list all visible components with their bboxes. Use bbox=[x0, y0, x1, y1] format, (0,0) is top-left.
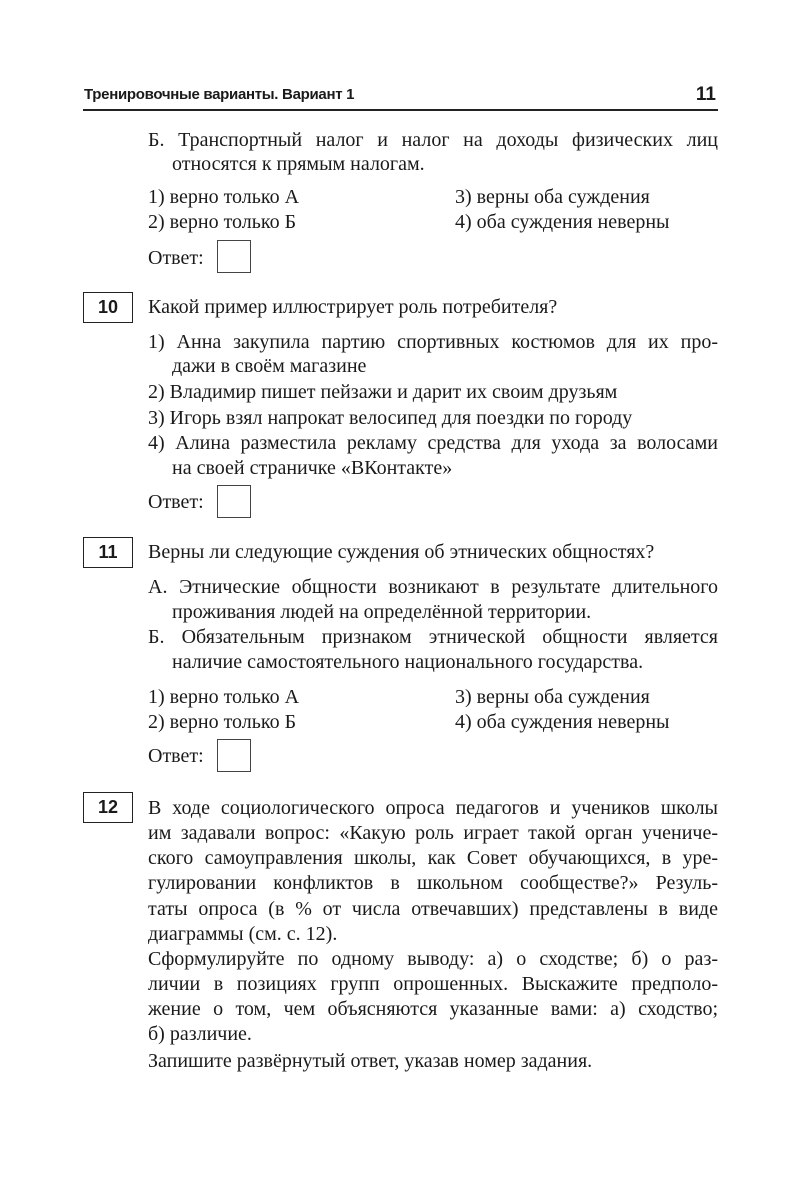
header-title: Тренировочные варианты. Вариант 1 bbox=[84, 86, 355, 103]
statement-b-line: относятся к прямым налогам. bbox=[172, 153, 425, 175]
option-3: 3) Игорь взял напрокат велосипед для поездки по городу bbox=[148, 407, 633, 429]
option-3: 3) верны оба суждения bbox=[455, 186, 650, 208]
answer-box[interactable] bbox=[217, 739, 251, 772]
answer-box[interactable] bbox=[217, 485, 251, 518]
statement-b-line: Б. Обязательным признаком этнической общности является bbox=[148, 626, 718, 648]
task-text-line: таты опроса (в % от числа отвечавших) представлены в виде bbox=[148, 898, 718, 920]
option-4-cont: на своей страничке «ВКонтакте» bbox=[172, 457, 453, 479]
page-number: 11 bbox=[695, 84, 716, 105]
option-4: 4) оба суждения неверны bbox=[455, 711, 670, 733]
option-4: 4) оба суждения неверны bbox=[455, 211, 670, 233]
task-text-line: В ходе социологического опроса педагогов и учеников школы bbox=[148, 797, 718, 819]
task-text-line: жение о том, чем объясняются указанные вами: а) сходство; bbox=[148, 998, 718, 1020]
option-2: 2) Владимир пишет пейзажи и дарит их своим друзьям bbox=[148, 381, 618, 403]
answer-label: Ответ: bbox=[148, 247, 204, 269]
task-text-line: им задавали вопрос: «Какую роль играет такой орган учениче- bbox=[148, 822, 718, 844]
statement-b-line: наличие самостоятельного национального государства. bbox=[172, 651, 644, 673]
option-1: 1) верно только А bbox=[148, 686, 300, 708]
option-1: 1) Анна закупила партию спортивных костюмов для их про- bbox=[148, 331, 718, 353]
option-1-cont: дажи в своём магазине bbox=[172, 355, 367, 377]
task-text-line: ского самоуправления школы, как Совет обучающихся, в уре- bbox=[148, 847, 718, 869]
task-question: Верны ли следующие суждения об этнических общностях? bbox=[148, 541, 655, 563]
task-text-line: диаграммы (см. с. 12). bbox=[148, 923, 338, 945]
task-text-line: Запишите развёрнутый ответ, указав номер задания. bbox=[148, 1050, 593, 1072]
task-number: 12 bbox=[83, 792, 133, 823]
option-1: 1) верно только А bbox=[148, 186, 300, 208]
option-4: 4) Алина разместила рекламу средства для ухода за волосами bbox=[148, 432, 718, 454]
task-text-line: личии в позициях групп опрошенных. Выскажите предполо- bbox=[148, 973, 718, 995]
task-question: Какой пример иллюстрирует роль потребителя? bbox=[148, 296, 558, 318]
answer-box[interactable] bbox=[217, 240, 251, 273]
statement-a-line: проживания людей на определённой территории. bbox=[172, 601, 592, 623]
task-text-line: гулировании конфликтов в школьном сообществе?» Резуль- bbox=[148, 872, 718, 894]
task-text-line: Сформулируйте по одному выводу: а) о сходстве; б) о раз- bbox=[148, 948, 718, 970]
answer-label: Ответ: bbox=[148, 491, 204, 513]
option-2: 2) верно только Б bbox=[148, 711, 297, 733]
task-number: 11 bbox=[83, 537, 133, 568]
header-divider bbox=[83, 109, 718, 111]
statement-b-line: Б. Транспортный налог и налог на доходы физических лиц bbox=[148, 129, 718, 151]
task-text-line: б) различие. bbox=[148, 1023, 252, 1045]
statement-a-line: А. Этнические общности возникают в результате длительного bbox=[148, 576, 718, 598]
option-3: 3) верны оба суждения bbox=[455, 686, 650, 708]
answer-label: Ответ: bbox=[148, 745, 204, 767]
option-2: 2) верно только Б bbox=[148, 211, 297, 233]
task-number: 10 bbox=[83, 292, 133, 323]
